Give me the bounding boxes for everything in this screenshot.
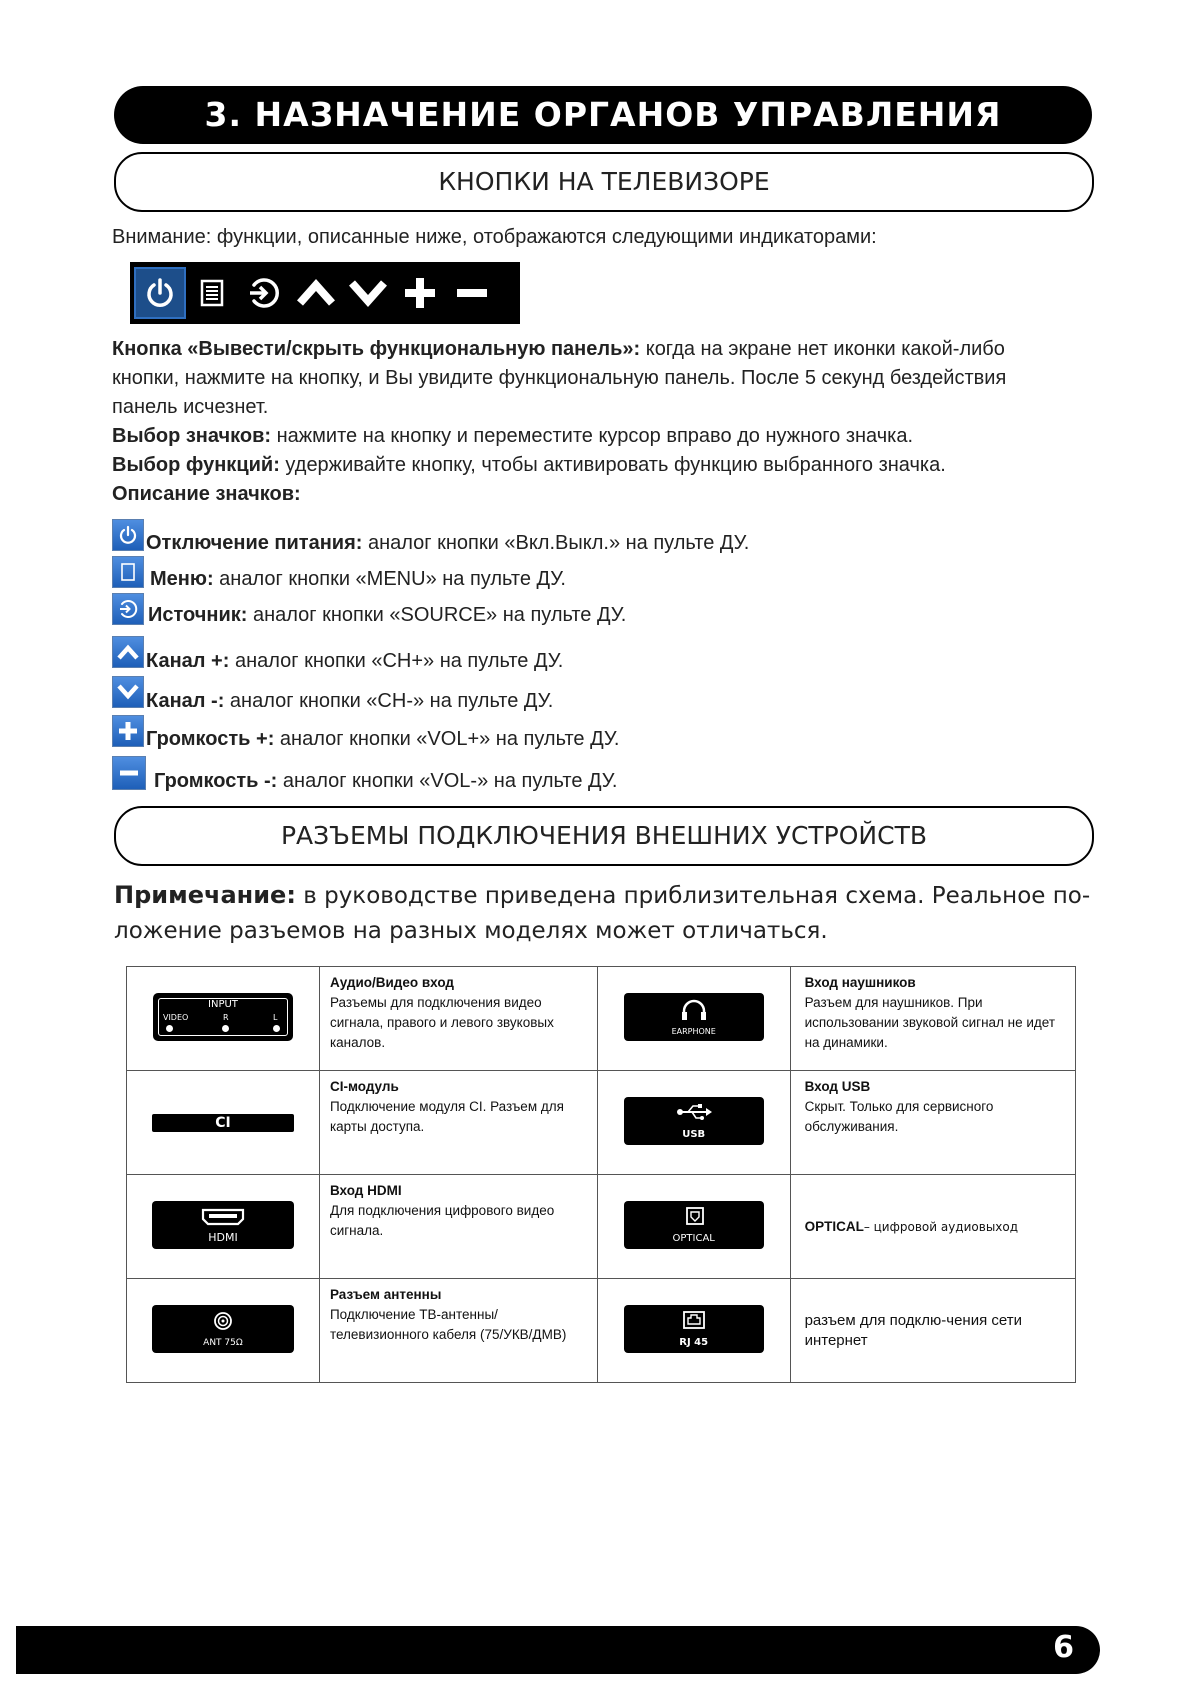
- select-functions-paragraph: [112, 454, 946, 477]
- channel-down-icon: [342, 267, 394, 319]
- select-icons-text: нажмите на кнопку и переместите курсор вправо до нужного значка.: [271, 425, 914, 447]
- port-label: EARPHONE: [671, 1027, 716, 1036]
- subsection-title-buttons: КНОПКИ НА ТЕЛЕВИЗОРЕ: [114, 152, 1094, 212]
- av-input-port: [153, 993, 293, 1041]
- menu-icon: [112, 556, 144, 588]
- channel-down-icon: [112, 676, 144, 708]
- icon-item-text: аналог кнопки «CH+» на пульте ДУ.: [229, 650, 564, 672]
- port-label: RJ 45: [679, 1337, 709, 1348]
- indicator-strip: [130, 262, 520, 324]
- jack-icon: [222, 1025, 229, 1032]
- power-icon: [134, 267, 186, 319]
- input-port-label: L: [272, 1013, 278, 1022]
- connector-desc: Разъемы для подключения видео сигнала, правого и левого звуковых каналов.: [329, 995, 554, 1050]
- icon-item-text: аналог кнопки «SOURCE» на пульте ДУ.: [247, 604, 627, 626]
- connectors-table: [126, 966, 1076, 1383]
- jack-icon: [166, 1025, 173, 1032]
- port-label: OPTICAL: [672, 1233, 715, 1244]
- optical-icon: [685, 1206, 705, 1226]
- optical-port: [624, 1201, 764, 1249]
- connector-desc: Скрыт. Только для сервисного обслуживания.: [804, 1099, 994, 1134]
- power-icon: [112, 519, 144, 551]
- icon-item-label: Канал +:: [146, 650, 230, 672]
- icon-item-text: аналог кнопки «Вкл.Выкл.» на пульте ДУ.: [362, 532, 750, 554]
- table-row: [127, 1279, 1076, 1383]
- icon-item-channel-up: [112, 630, 563, 673]
- volume-up-icon: [394, 267, 446, 319]
- hdmi-connector-icon: [201, 1208, 245, 1226]
- connector-title: Аудио/Видео вход: [329, 975, 454, 990]
- earphone-port: [624, 993, 764, 1041]
- panel-text-1: когда на экране нет иконки какой-либо: [640, 338, 1005, 360]
- select-icons-paragraph: [112, 425, 913, 448]
- panel-text-3: панель исчезнет.: [112, 396, 269, 418]
- hdmi-port: [152, 1201, 294, 1249]
- icon-item-text: аналог кнопки «MENU» на пульте ДУ.: [213, 568, 566, 590]
- channel-up-icon: [112, 636, 144, 668]
- icon-item-menu: [112, 552, 566, 591]
- icon-item-label: Канал -:: [146, 690, 225, 712]
- connector-title: Вход HDMI: [329, 1183, 402, 1198]
- icon-item-text: аналог кнопки «VOL+» на пульте ДУ.: [274, 728, 620, 750]
- input-port-label: R: [222, 1013, 229, 1022]
- select-functions-label: Выбор функций:: [112, 454, 280, 476]
- connector-desc: разъем для подклю-чения сети интернет: [804, 1311, 1022, 1349]
- input-port-label: VIDEO: [162, 1013, 189, 1022]
- jack-icon: [273, 1025, 280, 1032]
- usb-icon: [676, 1103, 714, 1121]
- connector-desc: Подключение ТВ-антенны/ телевизионного кабеля (75/УКВ/ДМВ): [329, 1307, 567, 1342]
- icon-item-source: [112, 590, 626, 627]
- icon-item-label: Источник:: [148, 604, 248, 626]
- headphones-icon: [680, 999, 708, 1021]
- menu-icon: [186, 267, 238, 319]
- channel-up-icon: [290, 267, 342, 319]
- panel-text-2: кнопки, нажмите на кнопку, и Вы увидите функциональную панель. После 5 секунд бездействия: [112, 367, 1007, 389]
- connector-desc: – цифровой аудиовыход: [863, 1219, 1019, 1234]
- volume-down-icon: [112, 756, 146, 790]
- connector-title: Разъем антенны: [329, 1287, 442, 1302]
- icon-item-channel-down: [112, 670, 553, 713]
- port-label: ANT 75Ω: [203, 1338, 243, 1348]
- connector-title: Вход наушников: [804, 975, 916, 990]
- input-port-title: INPUT: [208, 999, 238, 1010]
- subsection-title-connectors: РАЗЪЕМЫ ПОДКЛЮЧЕНИЯ ВНЕШНИХ УСТРОЙСТВ: [114, 806, 1094, 866]
- icon-item-volume-up: [112, 710, 619, 751]
- port-label: HDMI: [208, 1231, 238, 1244]
- icon-item-text: аналог кнопки «VOL-» на пульте ДУ.: [277, 770, 618, 792]
- panel-label: Кнопка «Вывести/скрыть функциональную панель»:: [112, 338, 641, 360]
- connector-desc: Подключение модуля CI. Разъем для карты доступа.: [329, 1099, 564, 1134]
- panel-paragraph-line1: [112, 338, 1005, 361]
- rj45-port: [624, 1305, 764, 1353]
- port-label: USB: [682, 1129, 706, 1140]
- coax-icon: [213, 1311, 233, 1331]
- icon-item-label: Громкость -:: [154, 770, 278, 792]
- ci-slot-port: CI: [152, 1114, 294, 1132]
- note-paragraph: [114, 878, 1104, 949]
- table-row: [127, 967, 1076, 1071]
- volume-up-icon: [112, 715, 144, 747]
- source-icon: [238, 267, 290, 319]
- antenna-port: [152, 1305, 294, 1353]
- section-title: 3. НАЗНАЧЕНИЕ ОРГАНОВ УПРАВЛЕНИЯ: [114, 86, 1092, 144]
- note-text: в руководстве приведена приблизительная схема. Реальное по-ложение разъемов на разных моделях может отличаться.: [114, 883, 1091, 944]
- ethernet-icon: [682, 1310, 706, 1330]
- icons-heading: Описание значков:: [112, 483, 301, 505]
- footer-bar: [16, 1626, 1100, 1674]
- table-row: [127, 1175, 1076, 1279]
- icon-item-label: Громкость +:: [146, 728, 275, 750]
- page-number: 6: [1053, 1630, 1074, 1665]
- note-label: Примечание:: [114, 881, 296, 909]
- select-icons-label: Выбор значков:: [112, 425, 272, 447]
- volume-down-icon: [446, 267, 498, 319]
- icon-item-volume-down: [112, 752, 617, 793]
- connector-desc: Разъем для наушников. При использовании звуковой сигнал не идет на динамики.: [804, 995, 1056, 1050]
- usb-port: [624, 1097, 764, 1145]
- icon-item-power: [112, 514, 749, 555]
- connector-title: OPTICAL: [804, 1218, 864, 1234]
- select-functions-text: удерживайте кнопку, чтобы активировать функцию выбранного значка.: [279, 454, 946, 476]
- connector-title: Вход USB: [804, 1079, 871, 1094]
- icon-item-label: Отключение питания:: [146, 532, 363, 554]
- connector-title: CI-модуль: [329, 1079, 399, 1094]
- attention-text: Внимание: функции, описанные ниже, отображаются следующими индикаторами:: [112, 226, 877, 248]
- source-icon: [112, 593, 144, 625]
- icon-item-label: Меню:: [150, 568, 214, 590]
- table-row: [127, 1071, 1076, 1175]
- connector-desc: Для подключения цифрового видео сигнала.: [329, 1203, 555, 1238]
- icon-item-text: аналог кнопки «CH-» на пульте ДУ.: [224, 690, 554, 712]
